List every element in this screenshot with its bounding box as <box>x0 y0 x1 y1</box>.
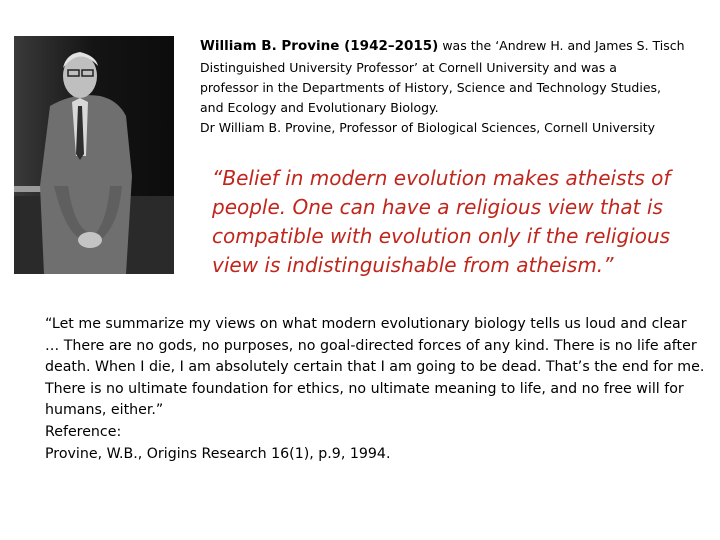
portrait-photo <box>14 36 174 274</box>
long-quote: “Let me summarize my views on what modern evolutionary biology tells us loud and clear … There are no gods, no purposes, no goal-directed forces of any kind. There is no life after death. When I die, I am absolutely certain that I am going to be dead. That’s the end for me. There is no ultimate foundation for ethics, no ultimate meaning to life, and no free will for humans, either.” <box>45 316 705 419</box>
bio-line-1-rest: was the ‘Andrew H. and James S. Tisch <box>438 38 685 53</box>
reference-citation: Provine, W.B., Origins Research 16(1), p.9, 1994. <box>45 445 391 462</box>
bio-name: William B. Provine (1942–2015) <box>200 38 439 54</box>
bio-line-4: and Ecology and Evolutionary Biology. <box>200 100 439 115</box>
bio-line-3: professor in the Departments of History, Science and Technology Studies, <box>200 80 661 95</box>
bio-line-1 <box>200 36 710 56</box>
bio-line-2: Distinguished University Professor’ at Cornell University and was a <box>200 60 617 75</box>
bio-text <box>200 36 710 138</box>
reference-label: Reference: <box>45 423 122 440</box>
bio-line-5: Dr William B. Provine, Professor of Biological Sciences, Cornell University <box>200 120 656 135</box>
long-quote-block <box>45 314 705 465</box>
main-quote: “Belief in modern evolution makes atheists of people. One can have a religious view that is compatible with evolution only if the religious view is indistinguishable from atheism.” <box>212 166 671 277</box>
